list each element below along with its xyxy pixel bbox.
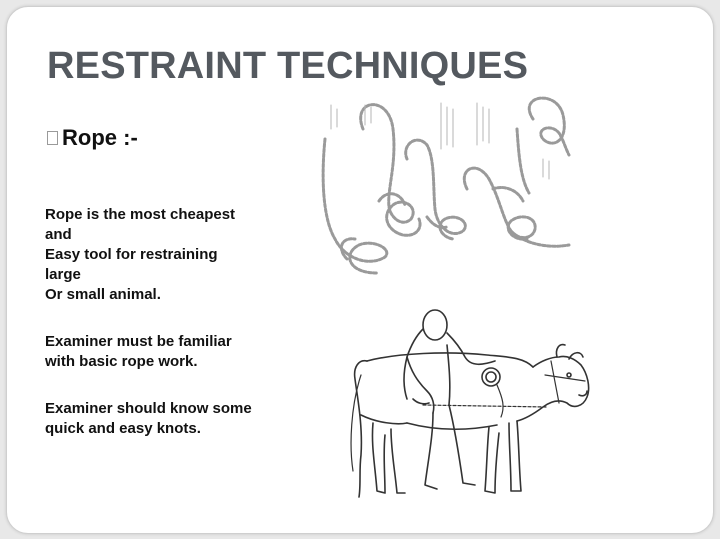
text-line: Examiner should know some: [45, 400, 252, 417]
slide: [6, 6, 714, 534]
bullet-box-icon: [47, 131, 58, 145]
bullet-text: Rope :-: [62, 125, 138, 150]
slide-title: RESTRAINT TECHNIQUES: [47, 45, 529, 87]
rope-knots-illustration: [307, 89, 577, 279]
text-line: Or small animal.: [45, 286, 161, 303]
text-line: Easy tool for restraining: [45, 246, 218, 263]
paragraph-rope-cheap: [45, 205, 315, 305]
text-line: with basic rope work.: [45, 353, 198, 370]
text-line: quick and easy knots.: [45, 420, 201, 437]
bullet-heading: [47, 125, 138, 151]
text-line: Rope is the most cheapest: [45, 206, 236, 223]
paragraph-knots: [45, 399, 315, 439]
cow-restraint-illustration: [337, 295, 597, 515]
text-line: Examiner must be familiar: [45, 333, 232, 350]
paragraph-rope-work: [45, 332, 315, 372]
text-line: and: [45, 226, 72, 243]
text-line: large: [45, 266, 81, 283]
